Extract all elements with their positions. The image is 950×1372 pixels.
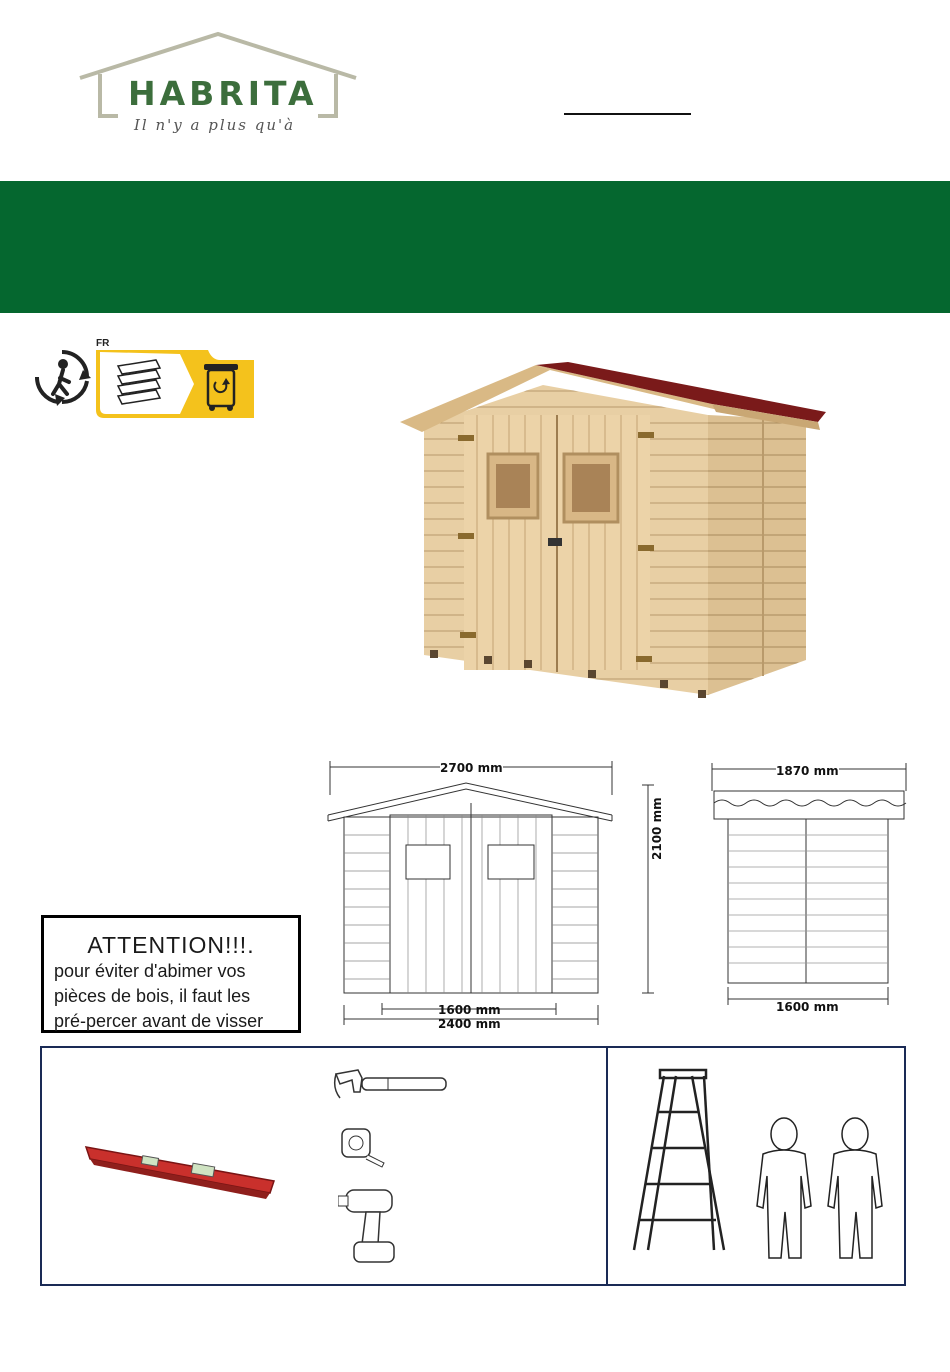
- level-icon: [84, 1135, 279, 1205]
- dimension-base-width: 2400 mm: [438, 1017, 501, 1031]
- sorting-info-graphic: [94, 336, 258, 420]
- dimension-front-width: 2700 mm: [440, 761, 503, 775]
- person-icon: [755, 1116, 813, 1260]
- title-underline: [564, 113, 691, 115]
- panel-divider: [606, 1046, 608, 1286]
- hammer-icon: [332, 1068, 450, 1114]
- triman-icon: [33, 348, 91, 406]
- shed-photo: [398, 360, 830, 700]
- habrita-logo: [78, 30, 358, 140]
- front-elevation-drawing: [320, 755, 664, 1035]
- dimension-height: 2100 mm: [650, 797, 664, 860]
- attention-box: [41, 915, 301, 1033]
- attention-line-1: pour éviter d'abimer vos: [54, 961, 246, 981]
- logo-tagline: Il n'y a plus qu'à: [134, 116, 296, 134]
- header-band: [0, 181, 950, 313]
- tape-measure-icon: [338, 1125, 390, 1169]
- drill-icon: [338, 1180, 408, 1266]
- side-elevation-drawing: [700, 755, 920, 1015]
- person-icon: [826, 1116, 884, 1260]
- dimension-door-width: 1600 mm: [438, 1003, 501, 1017]
- logo-wordmark: HABRITA: [128, 74, 318, 113]
- attention-line-3: pré-percer avant de visser: [54, 1011, 264, 1031]
- attention-title: ATTENTION!!!.: [87, 932, 255, 958]
- dimension-side-roof: 1870 mm: [776, 764, 839, 778]
- country-tag: FR: [96, 338, 110, 349]
- attention-line-2: pièces de bois, il faut les: [54, 986, 251, 1006]
- dimension-side-base: 1600 mm: [776, 1000, 839, 1014]
- ladder-icon: [630, 1068, 728, 1258]
